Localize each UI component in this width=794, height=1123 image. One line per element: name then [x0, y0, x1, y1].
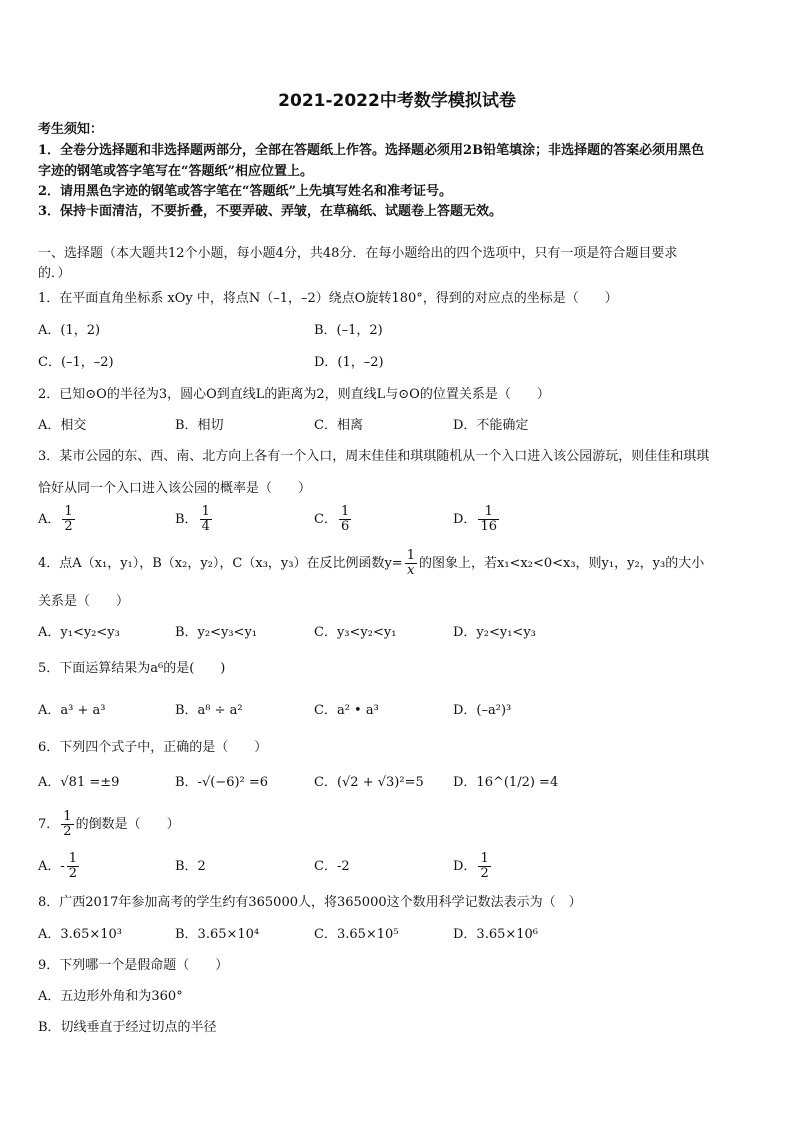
q4-denominator: x	[407, 563, 415, 578]
q7-a-denominator: 2	[68, 866, 78, 881]
q5-option-c: C．a² • a³	[314, 703, 379, 718]
q3-option-c-label: C．	[314, 512, 337, 527]
notice-item-2: 2．请用黑色字迹的钢笔或答字笔在“答题纸”上先填写姓名和准考证号。	[38, 184, 453, 199]
q2-option-a: A．相交	[38, 418, 87, 433]
q5-option-b: B．a⁸ ÷ a²	[175, 703, 243, 718]
q3-b-numerator: 1	[201, 504, 210, 519]
q8-option-d: D．3.65×10⁶	[453, 927, 539, 942]
q8-option-a: A．3.65×10³	[38, 927, 122, 942]
q6-option-d: D．16^(1/2) =4	[453, 775, 559, 790]
section-header-line-2: 的．）	[38, 266, 71, 281]
q3-option-b-label: B．	[175, 512, 198, 527]
q5-option-a: A．a³ + a³	[38, 703, 106, 718]
q9-option-a: A．五边形外角和为360°	[38, 989, 183, 1004]
q2-option-b: B．相切	[175, 418, 224, 433]
q4-option-d: D．y₂<y₁<y₃	[453, 625, 536, 640]
q7-option-d-fraction	[478, 852, 490, 881]
q3-option-b	[175, 505, 214, 534]
q4-numerator: 1	[406, 548, 415, 563]
q6-stem: 6．下列四个式子中，正确的是（ ）	[38, 740, 268, 755]
q7-d-numerator: 1	[480, 851, 489, 866]
q1-option-a: A．(1，2)	[38, 323, 101, 338]
q1-option-b: B．(–1，2)	[314, 323, 383, 338]
q7-stem-number: 7．	[38, 817, 60, 832]
notice-item-1b: 字迹的钢笔或答字笔写在“答题纸”相应位置上。	[38, 164, 313, 179]
q3-option-d	[453, 505, 501, 534]
notice-item-1a: 1．全卷分选择题和非选择题两部分，全部在答题纸上作答。选择题必须用2B铅笔填涂；非选择题的答案必须用黑色	[38, 143, 705, 158]
q4-stem-line-2: 关系是（ ）	[38, 594, 130, 609]
q7-option-b: B．2	[175, 859, 206, 874]
notice-header: 考生须知：	[38, 122, 104, 137]
q4-stem-line-1	[38, 549, 704, 578]
q3-a-denominator: 2	[64, 519, 73, 534]
q7-stem-fraction	[61, 810, 73, 839]
q7-option-c: C．-2	[314, 859, 350, 874]
q3-option-a	[38, 505, 77, 534]
q3-d-numerator: 1	[484, 504, 493, 519]
q6-option-b: B．-√(−6)² =6	[175, 775, 269, 790]
q7-d-denominator: 2	[480, 866, 489, 881]
q7-option-a-label: A．-	[38, 859, 65, 874]
q9-option-b: B．切线垂直于经过切点的半径	[38, 1020, 217, 1035]
q8-stem: 8．广西2017年参加高考的学生约有365000人，将365000这个数用科学记数法表示为（ ）	[38, 895, 582, 910]
q8-option-c: C．3.65×10⁵	[314, 927, 399, 942]
q3-c-numerator: 1	[340, 504, 350, 519]
q2-stem: 2．已知⊙O的半径为3，圆心O到直线L的距离为2，则直线L与⊙O的位置关系是（ ）	[38, 387, 550, 402]
q3-option-c-fraction	[339, 505, 351, 534]
q3-option-d-label: D．	[453, 512, 477, 527]
q4-option-b: B．y₂<y₃<y₁	[175, 625, 258, 640]
q6-option-a: A．√81 =±9	[38, 775, 120, 790]
section-header-line-1: 一、选择题（本大题共12个小题，每小题4分，共48分．在每小题给出的四个选项中，只有一项是符合题目要求	[38, 246, 678, 261]
q1-stem: 1．在平面直角坐标系 xOy 中，将点N（–1，–2）绕点O旋转180°，得到的对应点的坐标是（ ）	[38, 291, 618, 306]
q7-a-numerator: 1	[68, 851, 78, 866]
q4-function-fraction	[405, 549, 417, 578]
q3-stem-line-1: 3．某市公园的东、西、南、北方向上各有一个入口，周末佳佳和琪琪随机从一个入口进入该公园游玩，则佳佳和琪琪	[38, 449, 710, 464]
page-title: 2021-2022中考数学模拟试卷	[278, 91, 516, 111]
q1-option-c: C．(–1，–2)	[38, 355, 114, 370]
q2-option-c: C．相离	[314, 418, 363, 433]
q3-a-numerator: 1	[64, 504, 73, 519]
q1-option-d: D．(1，–2)	[314, 355, 384, 370]
notice-item-3: 3．保持卡面清洁，不要折叠，不要弄破、弄皱，在草稿纸、试题卷上答题无效。	[38, 204, 503, 219]
q4-stem-prefix: 4．点A（x₁，y₁），B（x₂，y₂），C（x₃，y₃）在反比例函数y=	[38, 556, 403, 571]
q3-c-denominator: 6	[340, 519, 350, 534]
q3-d-denominator: 16	[480, 519, 497, 534]
q7-option-d	[453, 852, 493, 881]
q5-option-d: D．(–a²)³	[453, 703, 512, 718]
q3-b-denominator: 4	[201, 519, 210, 534]
q4-stem-suffix: 的图象上，若x₁<x₂<0<x₃，则y₁，y₂，y₃的大小	[418, 556, 705, 571]
q7-stem-text: 的倒数是（ ）	[75, 817, 180, 832]
q9-stem: 9．下列哪一个是假命题（ ）	[38, 958, 229, 973]
q7-option-a-fraction	[67, 852, 79, 881]
q6-option-c: C．(√2 + √3)²=5	[314, 775, 424, 790]
q3-stem-line-2: 恰好从同一个入口进入该公园的概率是（ ）	[38, 481, 312, 496]
q3-option-b-fraction	[200, 505, 212, 534]
q3-option-a-fraction	[62, 505, 74, 534]
q7-stem	[38, 810, 180, 839]
q3-option-c	[314, 505, 353, 534]
q7-stem-numerator: 1	[63, 809, 72, 824]
q7-option-d-label: D．	[453, 859, 477, 874]
q7-stem-denominator: 2	[63, 824, 72, 839]
q5-stem: 5．下面运算结果为a⁶的是( )	[38, 661, 226, 676]
q4-option-c: C．y₃<y₂<y₁	[314, 625, 397, 640]
q3-option-d-fraction	[478, 505, 499, 534]
q7-option-a	[38, 852, 81, 881]
q3-option-a-label: A．	[38, 512, 61, 527]
q8-option-b: B．3.65×10⁴	[175, 927, 260, 942]
q2-option-d: D．不能确定	[453, 418, 529, 433]
q4-option-a: A．y₁<y₂<y₃	[38, 625, 120, 640]
